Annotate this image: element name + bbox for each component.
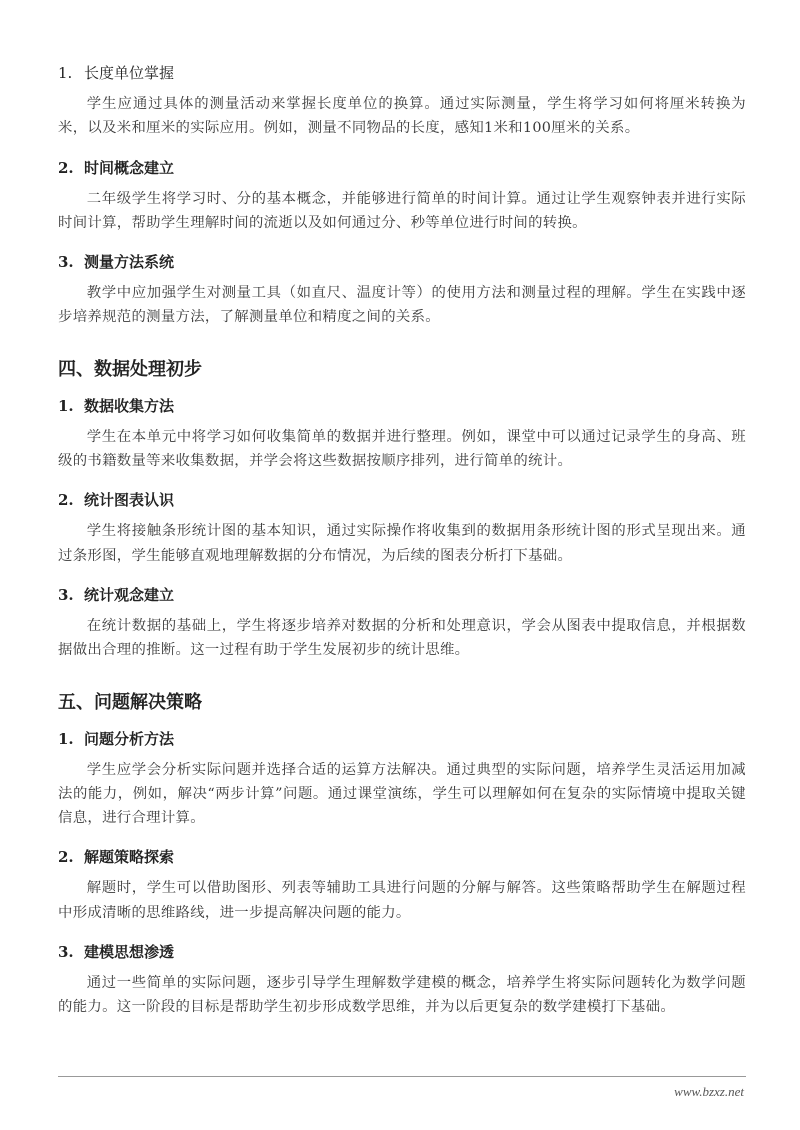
item-number: 2. xyxy=(58,491,74,510)
section-heading-problem-solving: 五、问题解决策略 xyxy=(58,691,202,713)
subheading-title: 长度单位掌握 xyxy=(84,64,175,82)
paragraph: 学生应学会分析实际问题并选择合适的运算方法解决。通过典型的实际问题，培养学生灵活运用加减法的能力，例如，解决“两步计算”问题。通过课堂演练，学生可以理解如何在复杂的实际情境中提取关键信息，进行合理计算。 xyxy=(58,761,746,827)
paragraph: 通过一些简单的实际问题，逐步引导学生理解数学建模的概念，培养学生将实际问题转化为数学问题的能力。这一阶段的目标是帮助学生初步形成数学思维，并为以后更复杂的数学建模打下基础。 xyxy=(58,975,746,1016)
subheading-time-concept xyxy=(58,158,746,178)
item-number: 1. xyxy=(58,64,73,82)
subheading-length-units xyxy=(58,63,746,83)
subheading-strategy-exploration xyxy=(58,847,746,867)
subheading-title: 统计观念建立 xyxy=(84,585,175,604)
subheading-title: 数据收集方法 xyxy=(84,396,175,415)
item-number: 3. xyxy=(58,585,74,604)
subheading-title: 解题策略探索 xyxy=(84,848,175,867)
document-body xyxy=(58,63,746,1020)
subheading-title: 问题分析方法 xyxy=(84,729,175,748)
section-heading-data-processing: 四、数据处理初步 xyxy=(58,358,202,380)
subheading-title: 建模思想渗透 xyxy=(84,943,175,962)
item-number: 3. xyxy=(58,943,74,962)
item-number: 1. xyxy=(58,729,74,748)
subheading-statistical-concept xyxy=(58,585,746,605)
paragraph: 学生在本单元中将学习如何收集简单的数据并进行整理。例如，课堂中可以通过记录学生的身高、班级的书籍数量等来收集数据，并学会将这些数据按顺序排列，进行简单的统计。 xyxy=(58,428,746,470)
footer-url: www.bzxz.net xyxy=(674,1084,744,1099)
paragraph: 教学中应加强学生对测量工具（如直尺、温度计等）的使用方法和测量过程的理解。学生在实践中逐步培养规范的测量方法，了解测量单位和精度之间的关系。 xyxy=(58,285,746,326)
paragraph: 学生将接触条形统计图的基本知识，通过实际操作将收集到的数据用条形统计图的形式呈现出来。通过条形图，学生能够直观地理解数据的分布情况，为后续的图表分析打下基础。 xyxy=(58,523,746,564)
paragraph: 解题时，学生可以借助图形、列表等辅助工具进行问题的分解与解答。这些策略帮助学生在解题过程中形成清晰的思维路线，进一步提高解决问题的能力。 xyxy=(58,880,746,921)
paragraph: 学生应通过具体的测量活动来掌握长度单位的换算。通过实际测量，学生将学习如何将厘米转换为米，以及米和厘米的实际应用。例如，测量不同物品的长度，感知1米和100厘米的关系。 xyxy=(58,96,746,137)
item-number: 2. xyxy=(58,848,74,867)
subheading-data-collection xyxy=(58,396,746,416)
subheading-title: 时间概念建立 xyxy=(84,158,175,177)
item-number: 1. xyxy=(58,396,74,415)
paragraph: 在统计数据的基础上，学生将逐步培养对数据的分析和处理意识，学会从图表中提取信息，并根据数据做出合理的推断。这一过程有助于学生发展初步的统计思维。 xyxy=(58,617,746,659)
subheading-modeling xyxy=(58,942,746,962)
subheading-title: 统计图表认识 xyxy=(84,491,175,510)
subheading-statistical-charts xyxy=(58,490,746,510)
item-number: 3. xyxy=(58,253,74,272)
subheading-problem-analysis xyxy=(58,729,746,749)
item-number: 2. xyxy=(58,158,74,177)
subheading-measurement-method xyxy=(58,252,746,272)
paragraph: 二年级学生将学习时、分的基本概念，并能够进行简单的时间计算。通过让学生观察钟表并进行实际时间计算，帮助学生理解时间的流逝以及如何通过分、秒等单位进行时间的转换。 xyxy=(58,190,746,231)
footer-divider xyxy=(58,1076,746,1077)
subheading-title: 测量方法系统 xyxy=(84,253,175,272)
